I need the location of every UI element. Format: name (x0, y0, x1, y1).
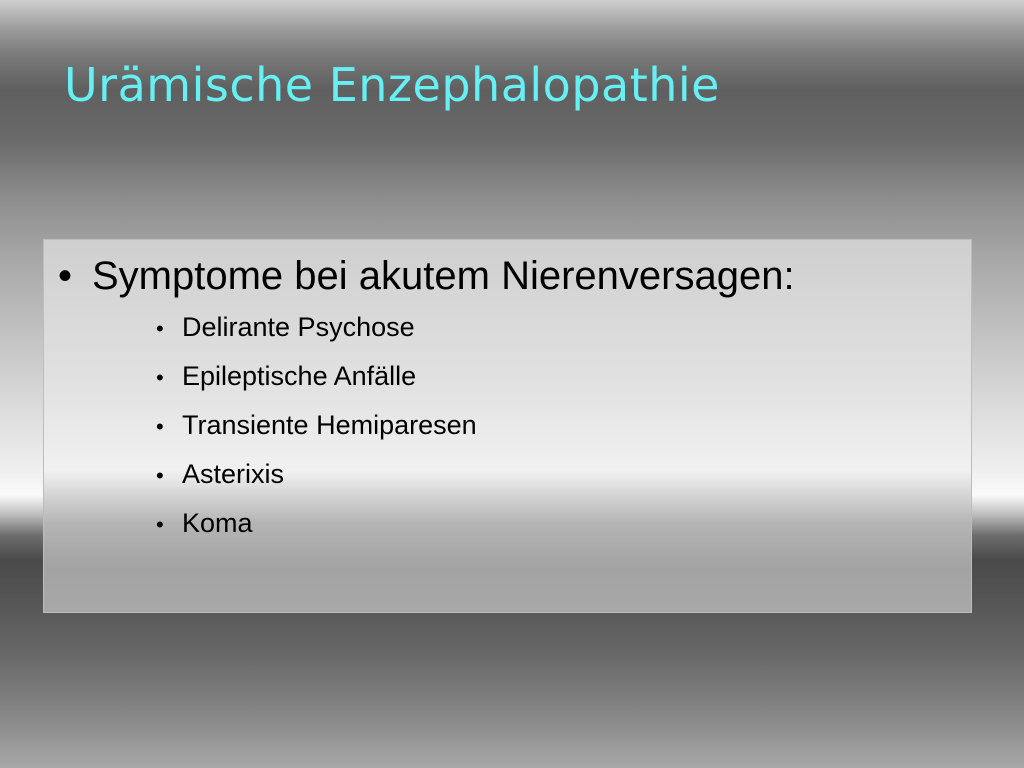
sub-bullet-item (156, 410, 477, 459)
bullet-marker: • (58, 254, 73, 298)
bullet-marker: • (156, 463, 164, 488)
sub-bullet-item (156, 361, 477, 410)
sub-bullet-text: Delirante Psychose (182, 312, 415, 342)
sub-bullet-item (156, 508, 477, 557)
bullet-marker: • (156, 316, 164, 341)
bullet-marker: • (156, 512, 164, 537)
sub-bullet-text: Asterixis (182, 459, 285, 489)
sub-bullet-text: Koma (182, 508, 253, 538)
sub-bullet-text: Transiente Hemiparesen (182, 410, 477, 440)
bullet-marker: • (156, 365, 164, 390)
main-bullet-text: Symptome bei akutem Nierenversagen: (92, 254, 795, 298)
main-bullet (58, 254, 795, 299)
content-box (43, 239, 972, 613)
bullet-marker: • (156, 414, 164, 439)
slide-title: Urämische Enzephalopathie (64, 58, 720, 112)
sub-bullet-item (156, 459, 477, 508)
sub-bullet-item (156, 312, 477, 361)
sub-bullet-text: Epileptische Anfälle (182, 361, 417, 391)
sub-bullet-list (156, 312, 477, 557)
